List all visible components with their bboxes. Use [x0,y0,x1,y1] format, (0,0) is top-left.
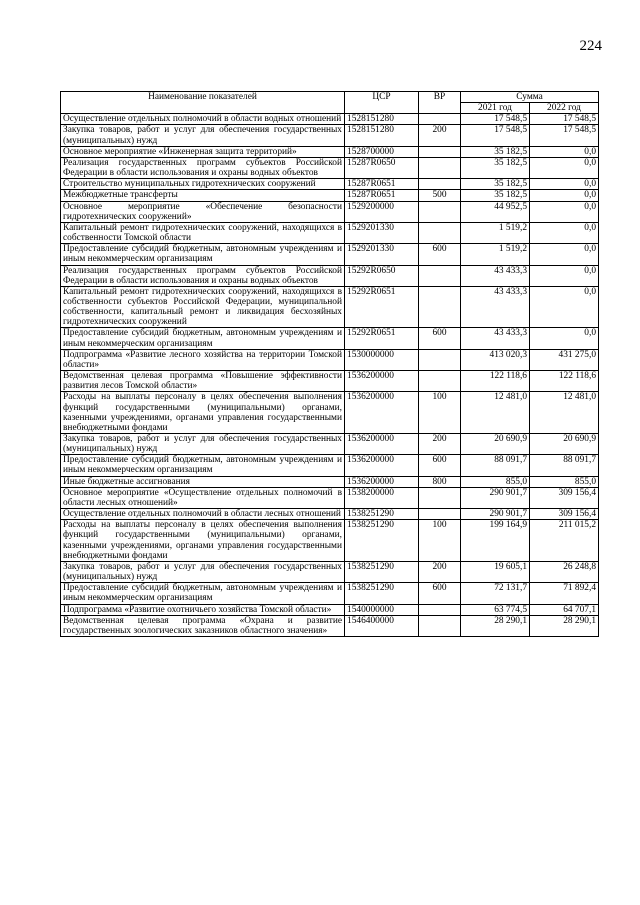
row-vr-cell: 200 [419,561,461,582]
row-sum-2022-cell: 71 892,4 [530,583,599,604]
table-row [61,349,599,370]
row-name-cell: Ведомственная целевая программа «Повышение эффективности развития лесов Томской области» [61,371,345,392]
row-sum-2021-cell: 17 548,5 [461,114,530,125]
row-vr-cell [419,114,461,125]
row-vr-cell: 800 [419,476,461,487]
row-name-cell: Закупка товаров, работ и услуг для обеспечения государственных (муниципальных) нужд [61,125,345,146]
row-sum-2021-cell: 35 182,5 [461,179,530,190]
table-row [61,146,599,157]
row-sum-2021-cell: 1 519,2 [461,244,530,265]
row-sum-2022-cell: 0,0 [530,286,599,328]
row-csr-cell: 15292R0651 [345,328,419,349]
table-row [61,222,599,243]
row-sum-2022-cell: 88 091,7 [530,455,599,476]
row-sum-2022-cell: 17 548,5 [530,125,599,146]
row-sum-2022-cell: 431 275,0 [530,349,599,370]
row-sum-2021-cell: 43 433,3 [461,286,530,328]
row-vr-cell: 600 [419,328,461,349]
row-vr-cell [419,157,461,178]
row-csr-cell: 1538251290 [345,509,419,520]
row-sum-2021-cell: 17 548,5 [461,125,530,146]
row-sum-2021-cell: 43 433,3 [461,265,530,286]
row-vr-cell: 200 [419,434,461,455]
row-sum-2021-cell: 290 901,7 [461,509,530,520]
row-vr-cell: 600 [419,244,461,265]
budget-table [60,91,599,637]
row-name-cell: Строительство муниципальных гидротехнических сооружений [61,179,345,190]
row-sum-2022-cell: 122 118,6 [530,371,599,392]
row-name-cell: Основное мероприятие «Инженерная защита территорий» [61,146,345,157]
row-sum-2021-cell: 290 901,7 [461,487,530,508]
row-vr-cell [419,509,461,520]
row-sum-2021-cell: 122 118,6 [461,371,530,392]
row-name-cell: Иные бюджетные ассигнования [61,476,345,487]
row-sum-2021-cell: 63 774,5 [461,604,530,615]
table-header [61,92,599,114]
row-name-cell: Основное мероприятие «Осуществление отдельных полномочий в области лесных отношений» [61,487,345,508]
row-vr-cell [419,201,461,222]
row-vr-cell [419,222,461,243]
row-vr-cell [419,349,461,370]
row-sum-2021-cell: 199 164,9 [461,520,530,562]
row-name-cell: Подпрограмма «Развитие охотничьего хозяйства Томской области» [61,604,345,615]
table-row [61,125,599,146]
row-sum-2022-cell: 17 548,5 [530,114,599,125]
row-vr-cell [419,615,461,636]
row-name-cell: Расходы на выплаты персоналу в целях обеспечения выполнения функций государственными (муниципальными) органами, казенными учреждениями, органами управления государственными внебюджетными фондами [61,392,345,434]
table-row [61,265,599,286]
row-csr-cell: 1536200000 [345,455,419,476]
row-sum-2022-cell: 20 690,9 [530,434,599,455]
header-sum: Сумма [461,92,599,103]
row-csr-cell: 15287R0651 [345,179,419,190]
row-name-cell: Реализация государственных программ субъектов Российской Федерации в области использования и охраны водных объектов [61,157,345,178]
table-row [61,509,599,520]
table-row [61,615,599,636]
row-sum-2022-cell: 0,0 [530,190,599,201]
row-name-cell: Подпрограмма «Развитие лесного хозяйства на территории Томской области» [61,349,345,370]
row-sum-2022-cell: 0,0 [530,179,599,190]
row-sum-2022-cell: 211 015,2 [530,520,599,562]
row-sum-2022-cell: 0,0 [530,222,599,243]
row-csr-cell: 1528151280 [345,114,419,125]
row-sum-2021-cell: 35 182,5 [461,190,530,201]
row-vr-cell: 100 [419,520,461,562]
row-sum-2022-cell: 0,0 [530,201,599,222]
row-vr-cell: 200 [419,125,461,146]
row-sum-2021-cell: 35 182,5 [461,146,530,157]
row-csr-cell: 15287R0650 [345,157,419,178]
row-name-cell: Осуществление отдельных полномочий в области лесных отношений [61,509,345,520]
row-name-cell: Основное мероприятие «Обеспечение безопасности гидротехнических сооружений» [61,201,345,222]
table-row [61,179,599,190]
table-row [61,455,599,476]
table-body [61,114,599,637]
header-csr: ЦСР [345,92,419,114]
row-sum-2022-cell: 855,0 [530,476,599,487]
row-name-cell: Межбюджетные трансферты [61,190,345,201]
row-csr-cell: 1536200000 [345,476,419,487]
row-csr-cell: 1530000000 [345,349,419,370]
row-sum-2021-cell: 44 952,5 [461,201,530,222]
row-sum-2022-cell: 0,0 [530,157,599,178]
row-name-cell: Реализация государственных программ субъектов Российской Федерации в области использования и охраны водных объектов [61,265,345,286]
row-csr-cell: 1529201330 [345,244,419,265]
row-csr-cell: 1528151280 [345,125,419,146]
row-vr-cell [419,487,461,508]
table-row [61,201,599,222]
row-sum-2021-cell: 1 519,2 [461,222,530,243]
row-csr-cell: 1546400000 [345,615,419,636]
row-vr-cell: 100 [419,392,461,434]
table-row [61,487,599,508]
row-csr-cell: 1538200000 [345,487,419,508]
row-sum-2022-cell: 26 248,8 [530,561,599,582]
row-vr-cell [419,286,461,328]
row-name-cell: Расходы на выплаты персоналу в целях обеспечения выполнения функций государственными (муниципальными) органами, казенными учреждениями, органами управления государственными внебюджетными фондами [61,520,345,562]
table-row [61,583,599,604]
row-sum-2021-cell: 35 182,5 [461,157,530,178]
row-name-cell: Закупка товаров, работ и услуг для обеспечения государственных (муниципальных) нужд [61,561,345,582]
row-csr-cell: 1538251290 [345,561,419,582]
table-row [61,392,599,434]
page-number: 224 [579,38,602,54]
header-name: Наименование показателей [61,92,345,114]
row-name-cell: Ведомственная целевая программа «Охрана и развитие государственных зоологических заказников областного значения» [61,615,345,636]
table-row [61,157,599,178]
row-sum-2022-cell: 309 156,4 [530,509,599,520]
row-csr-cell: 1536200000 [345,371,419,392]
table-row [61,328,599,349]
table-row [61,286,599,328]
row-csr-cell: 1528700000 [345,146,419,157]
table-row [61,476,599,487]
row-sum-2022-cell: 0,0 [530,328,599,349]
row-name-cell: Предоставление субсидий бюджетным, автономным учреждениям и иным некоммерческим организациям [61,244,345,265]
row-csr-cell: 15292R0650 [345,265,419,286]
table-row [61,371,599,392]
row-vr-cell [419,179,461,190]
row-sum-2021-cell: 20 690,9 [461,434,530,455]
row-name-cell: Предоставление субсидий бюджетным, автономным учреждениям и иным некоммерческим организациям [61,455,345,476]
row-sum-2021-cell: 43 433,3 [461,328,530,349]
row-sum-2021-cell: 413 020,3 [461,349,530,370]
table-row [61,604,599,615]
row-sum-2021-cell: 855,0 [461,476,530,487]
row-sum-2022-cell: 64 707,1 [530,604,599,615]
row-csr-cell: 1536200000 [345,434,419,455]
header-vr: ВР [419,92,461,114]
row-csr-cell: 15292R0651 [345,286,419,328]
row-vr-cell: 500 [419,190,461,201]
row-csr-cell: 1529200000 [345,201,419,222]
row-sum-2022-cell: 309 156,4 [530,487,599,508]
row-sum-2021-cell: 12 481,0 [461,392,530,434]
row-csr-cell: 15287R0651 [345,190,419,201]
row-csr-cell: 1538251290 [345,583,419,604]
table-row [61,434,599,455]
header-year-2021: 2021 год [461,103,530,114]
row-name-cell: Предоставление субсидий бюджетным, автономным учреждениям и иным некоммерческим организациям [61,583,345,604]
row-vr-cell [419,371,461,392]
row-csr-cell: 1540000000 [345,604,419,615]
row-sum-2021-cell: 28 290,1 [461,615,530,636]
row-vr-cell: 600 [419,583,461,604]
row-sum-2022-cell: 0,0 [530,265,599,286]
row-sum-2021-cell: 72 131,7 [461,583,530,604]
row-vr-cell [419,604,461,615]
row-vr-cell: 600 [419,455,461,476]
row-name-cell: Предоставление субсидий бюджетным, автономным учреждениям и иным некоммерческим организациям [61,328,345,349]
row-sum-2021-cell: 88 091,7 [461,455,530,476]
table-row [61,244,599,265]
row-vr-cell [419,146,461,157]
row-name-cell: Осуществление отдельных полномочий в области водных отношений [61,114,345,125]
row-name-cell: Капитальный ремонт гидротехнических сооружений, находящихся в собственности субъектов Российской Федерации, муниципальной собственности, капитальный ремонт и ликвидация бесхозяйных гидротехнических сооружений [61,286,345,328]
row-name-cell: Закупка товаров, работ и услуг для обеспечения государственных (муниципальных) нужд [61,434,345,455]
row-csr-cell: 1538251290 [345,520,419,562]
table-row [61,561,599,582]
row-sum-2021-cell: 19 605,1 [461,561,530,582]
table-row [61,114,599,125]
row-sum-2022-cell: 0,0 [530,146,599,157]
table-row [61,190,599,201]
row-sum-2022-cell: 28 290,1 [530,615,599,636]
row-csr-cell: 1536200000 [345,392,419,434]
table-row [61,520,599,562]
row-vr-cell [419,265,461,286]
row-sum-2022-cell: 0,0 [530,244,599,265]
header-year-2022: 2022 год [530,103,599,114]
row-csr-cell: 1529201330 [345,222,419,243]
row-name-cell: Капитальный ремонт гидротехнических сооружений, находящихся в собственности Томской области [61,222,345,243]
row-sum-2022-cell: 12 481,0 [530,392,599,434]
